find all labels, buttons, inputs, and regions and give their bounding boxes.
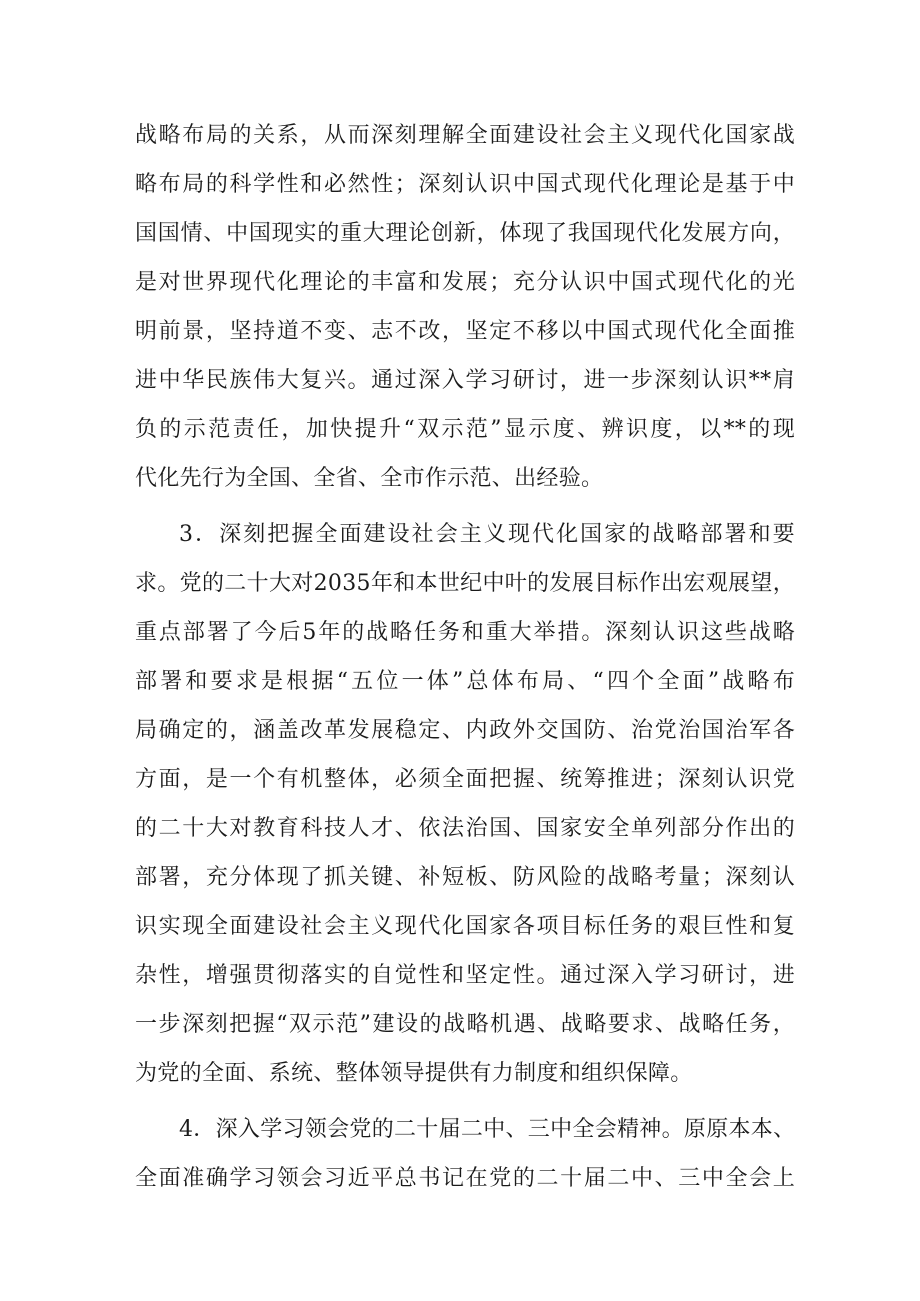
text-line: 求。党的二十大对2035年和本世纪中叶的发展目标作出宏观展望， <box>135 571 795 596</box>
text-line: 局确定的，涵盖改革发展稳定、内政外交国防、治党治国治军各 <box>135 718 795 743</box>
paragraph-spacer <box>135 503 795 510</box>
text-line: 国国情、中国现实的重大理论创新，体现了我国现代化发展方向， <box>135 221 795 246</box>
text-line: 是对世界现代化理论的丰富和发展；充分认识中国式现代化的光 <box>135 270 795 295</box>
paragraph-3 <box>135 1105 795 1203</box>
text-line: 重点部署了今后5年的战略任务和重大举措。深刻认识这些战略 <box>135 620 795 645</box>
text-line: 明前景，坚持道不变、志不改，坚定不移以中国式现代化全面推 <box>135 319 795 344</box>
paragraph-spacer <box>135 1098 795 1105</box>
text-line: 负的示范责任，加快提升“双示范”显示度、辨识度，以**的现 <box>135 417 795 442</box>
text-line: 方面，是一个有机整体，必须全面把握、统筹推进；深刻认识党 <box>135 767 795 792</box>
text-line: 杂性，增强贯彻落实的自觉性和坚定性。通过深入学习研讨，进 <box>135 963 795 988</box>
text-line: 全面准确学习领会习近平总书记在党的二十届二中、三中全会上 <box>135 1166 795 1191</box>
text-line: 一步深刻把握“双示范”建设的战略机遇、战略要求、战略任务， <box>135 1012 795 1037</box>
text-line: 为党的全面、系统、整体领导提供有力制度和组织保障。 <box>135 1061 693 1086</box>
text-line: 3．深刻把握全面建设社会主义现代化国家的战略部署和要 <box>179 522 795 547</box>
text-line: 部署和要求是根据“五位一体”总体布局、“四个全面”战略布 <box>135 669 795 694</box>
text-line: 略布局的科学性和必然性；深刻认识中国式现代化理论是基于中 <box>135 172 795 197</box>
text-line: 4．深入学习领会党的二十届二中、三中全会精神。原原本本、 <box>179 1117 795 1142</box>
text-line: 进中华民族伟大复兴。通过深入学习研讨，进一步深刻认识**肩 <box>135 368 795 393</box>
text-line: 识实现全面建设社会主义现代化国家各项目标任务的艰巨性和复 <box>135 914 795 939</box>
text-line: 的二十大对教育科技人才、依法治国、国家安全单列部分作出的 <box>135 816 795 841</box>
text-line: 战略布局的关系，从而深刻理解全面建设社会主义现代化国家战 <box>135 123 795 148</box>
text-line: 代化先行为全国、全省、全市作示范、出经验。 <box>135 466 604 491</box>
text-line: 部署，充分体现了抓关键、补短板、防风险的战略考量；深刻认 <box>135 865 795 890</box>
paragraph-2 <box>135 510 795 1098</box>
document-body <box>135 111 795 1203</box>
paragraph-1 <box>135 111 795 503</box>
